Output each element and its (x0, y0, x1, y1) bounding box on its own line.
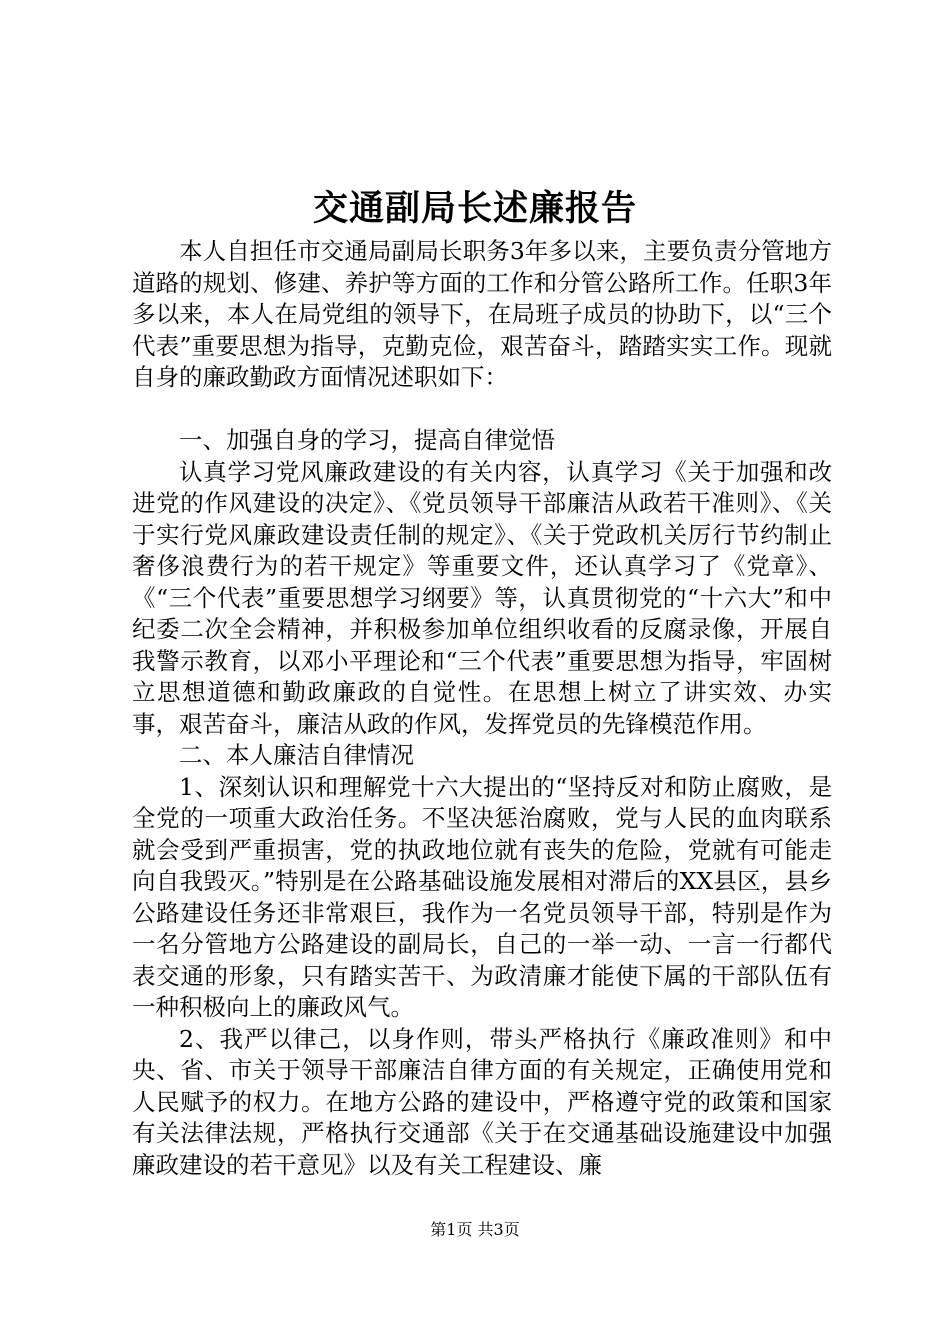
section-1-paragraph: 认真学习党风廉政建设的有关内容，认真学习《关于加强和改进党的作风建设的决定》、《党员领导干部廉洁从政若干准则》、《关于实行党风廉政建设责任制的规定》、《关于党政机关厉行节约制止奢侈浪费行为的若干规定》等重要文件，还认真学习了《党章》、《“三个代表”重要思想学习纲要》等，认真贯彻党的“十六大”和中纪委二次全会精神，并积极参加单位组织收看的反腐录像，开展自我警示教育，以邓小平理论和“三个代表”重要思想为指导，牢固树立思想道德和勤政廉政的自觉性。在思想上树立了讲实效、办实事，艰苦奋斗，廉洁从政的作风，发挥党员的先锋模范作用。 (132, 457, 832, 738)
intro-paragraph: 本人自担任市交通局副局长职务3年多以来，主要负责分管地方道路的规划、修建、养护等方面的工作和分管公路所工作。任职3年多以来，本人在局党组的领导下，在局班子成员的协助下，以“三个代表”重要思想为指导，克勤克俭，艰苦奋斗，踏踏实实工作。现就自身的廉政勤政方面情况述职如下： (132, 237, 832, 391)
section-2-item-2: 2、我严以律己，以身作则，带头严格执行《廉政准则》和中央、省、市关于领导干部廉洁自律方面的有关规定，正确使用党和人民赋予的权力。在地方公路的建设中，严格遵守党的政策和国家有关法律法规，严格执行交通部《关于在交通基础设施建设中加强廉政建设的若干意见》以及有关工程建设、廉 (132, 1024, 832, 1179)
document-body (132, 236, 832, 1181)
document-title: 交通副局长述廉报告 (312, 188, 637, 229)
page-footer: 第1页 共3页 (430, 1220, 520, 1239)
section-heading-1: 一、加强自身的学习，提高自律觉悟 (179, 426, 555, 454)
section-heading-2: 二、本人廉洁自律情况 (179, 741, 414, 769)
section-2-item-1: 1、深刻认识和理解党十六大提出的“坚持反对和防止腐败，是全党的一项重大政治任务。不坚决惩治腐败，党与人民的血肉联系就会受到严重损害，党的执政地位就有丧失的危险，党就有可能走向自我毁灭。”特别是在公路基础设施发展相对滞后的XX县区，县乡公路建设任务还非常艰巨，我作为一名党员领导干部，特别是作为一名分管地方公路建设的副局长，自己的一举一动、一言一行都代表交通的形象，只有踏实苦干、为政清廉才能使下属的干部队伍有一种积极向上的廉政风气。 (132, 772, 832, 1021)
